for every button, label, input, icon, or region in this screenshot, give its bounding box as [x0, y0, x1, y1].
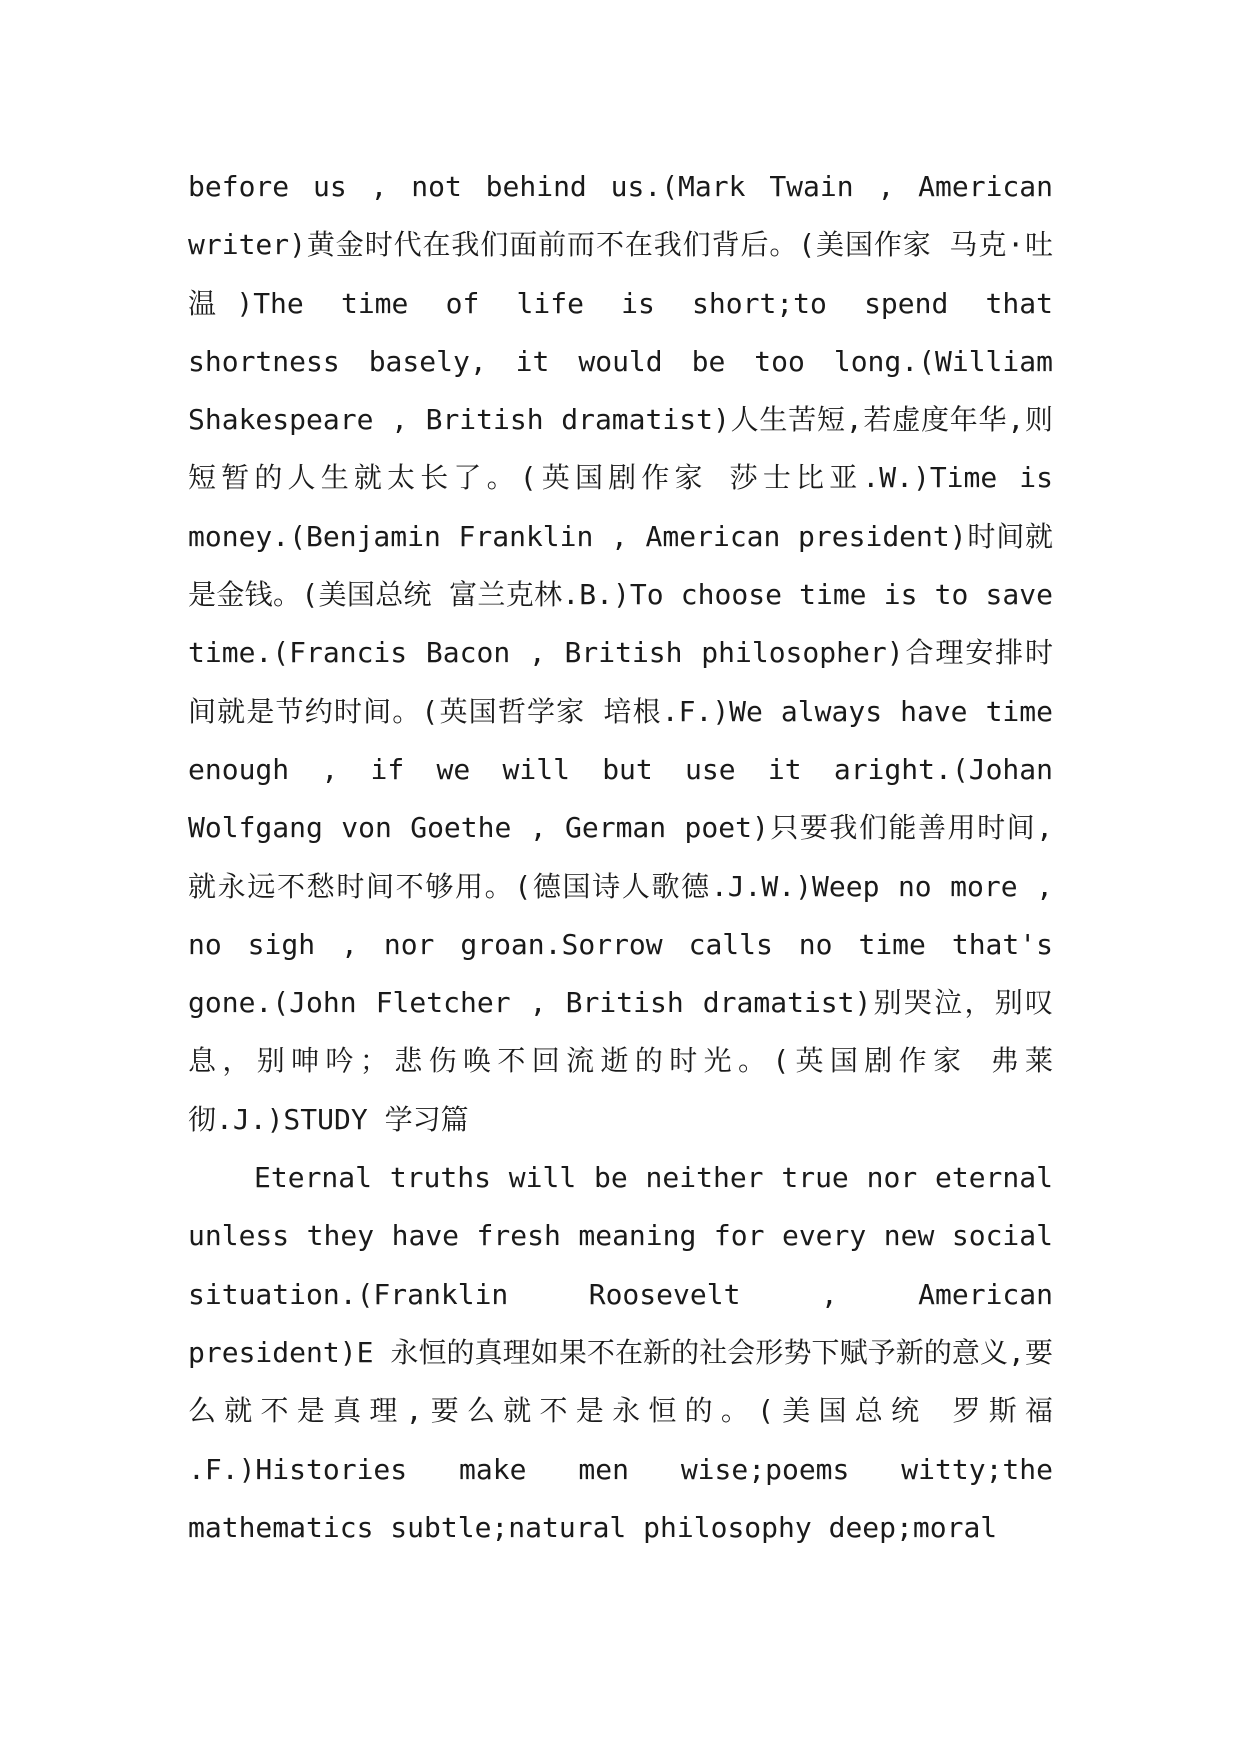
paragraph-study-quotes: Eternal truths will be neither true nor eternal unless they have fresh meaning for every new social situation.(Franklin Roosevelt , American president)E 永恒的真理如果不在新的社会形势下赋予新的意义,要么就不是真理,要么就不是永恒的。(美国总统 罗斯福 .F.)Histories make men wise;poems witty;the mathematics subtle;natural philosophy deep;moral	[188, 1161, 1053, 1544]
paragraph-time-quotes: before us , not behind us.(Mark Twain , American writer)黄金时代在我们面前而不在我们背后。(美国作家 马克·吐温)The time of life is short;to spend that shortness basely, it would be too long.(William Shakespeare , British dramatist)人生苦短,若虚度年华,则短暂的人生就太长了。(英国剧作家 莎士比亚.W.)Time is money.(Benjamin Franklin , American president)时间就是金钱。(美国总统 富兰克林.B.)To choose time is to save time.(Francis Bacon , British philosopher)合理安排时间就是节约时间。(英国哲学家 培根.F.)We always have time enough , if we will but use it aright.(Johan Wolfgang von Goethe , German poet)只要我们能善用时间,就永远不愁时间不够用。(德国诗人歌德.J.W.)Weep no more , no sigh , nor groan.Sorrow calls no time that's gone.(John Fletcher , British dramatist)别哭泣，别叹息，别呻吟；悲伤唤不回流逝的时光。(英国剧作家 弗莱彻.J.)STUDY 学习篇	[188, 170, 1053, 1136]
body-text	[188, 158, 1053, 1557]
